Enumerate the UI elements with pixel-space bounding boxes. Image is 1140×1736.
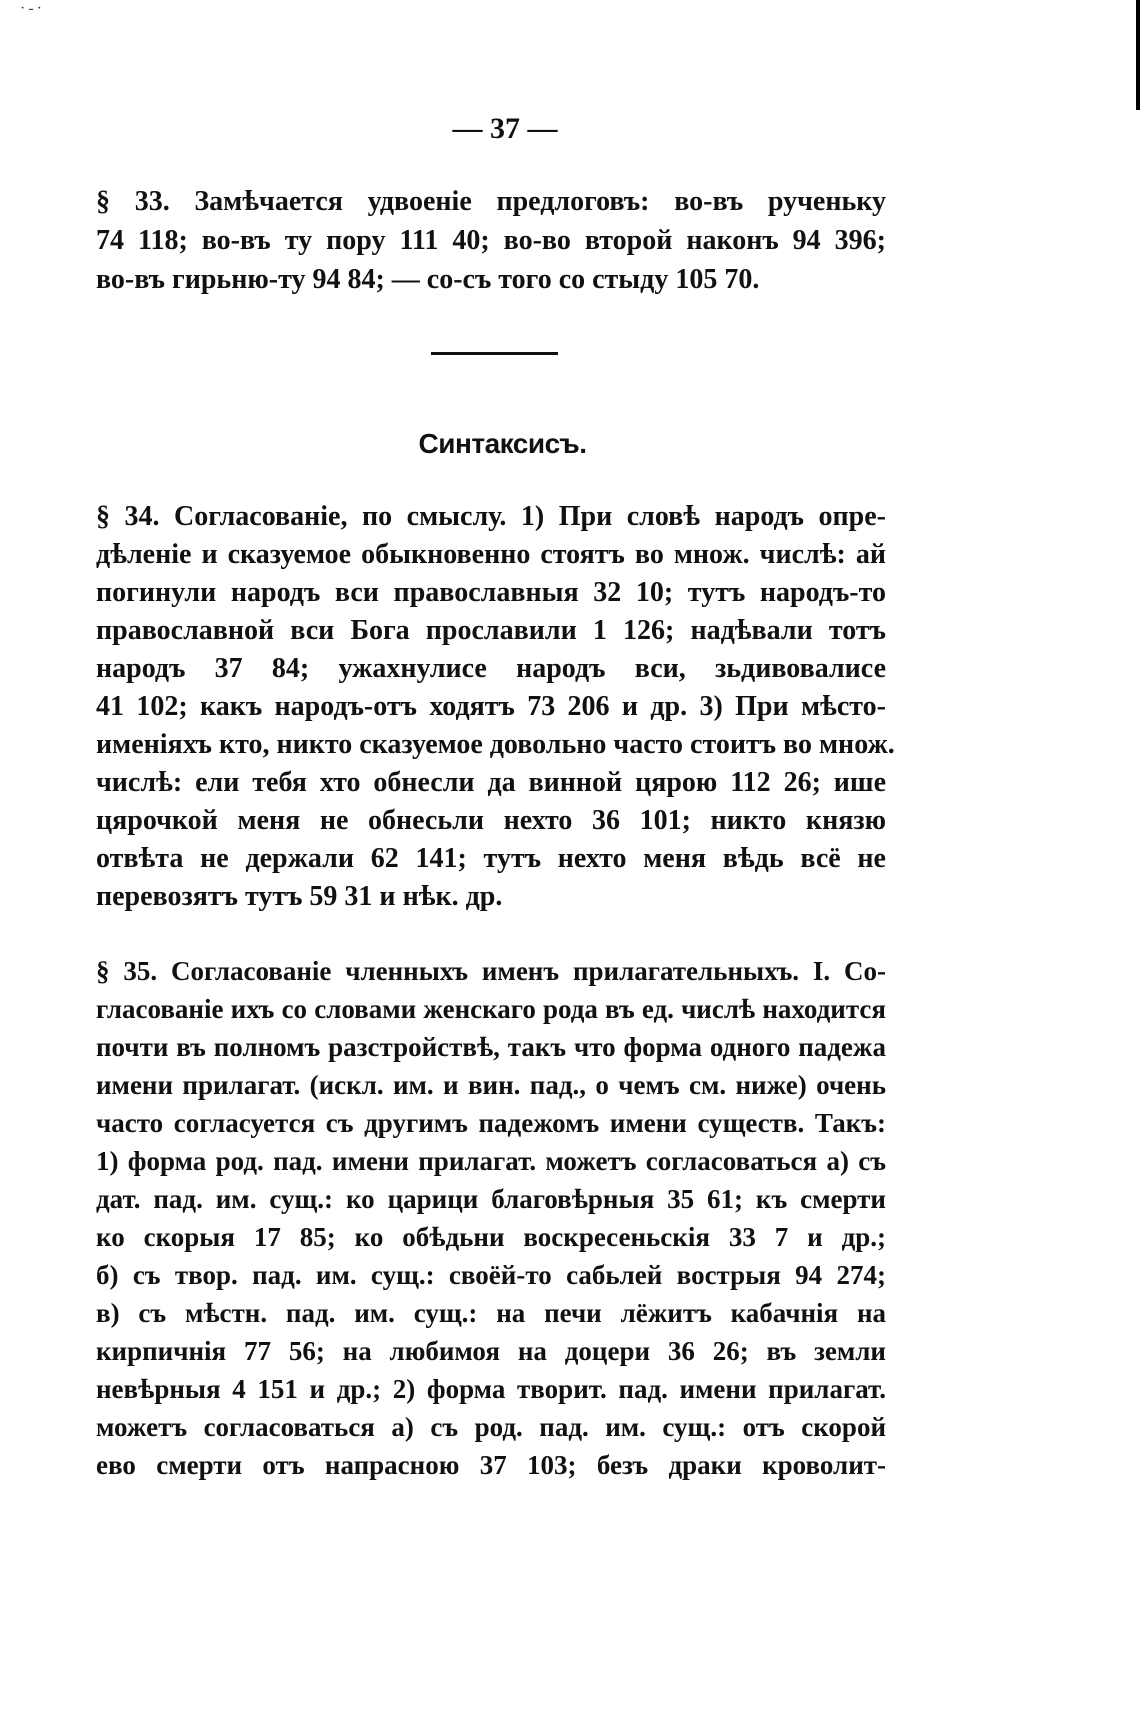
section-divider-rule [431,352,558,355]
corner-mark: ·-· [20,0,45,17]
section-heading: Синтаксисъ. [418,428,587,459]
paragraph-line: имени прилагат. (искл. им. и вин. пад., о чемъ см. ниже) очень [96,1070,886,1100]
paragraph-line: дѣленіе и сказуемое обыкновенно стоятъ во множ. числѣ: ай [96,539,886,570]
paragraph-line: гласованіе ихъ со словами женскаго рода въ ед. числѣ находится [96,994,886,1024]
paragraph-line: народъ 37 84; ужахнулисе народъ вси, зьдивовалисе [96,653,886,684]
paragraph-line: ево смерти отъ напрасною 37 103; безъ драки кроволит- [96,1450,886,1480]
paragraph-line: цярочкой меня не обнесьли нехто 36 101; никто князю [96,805,886,836]
section-33-paragraph [96,182,886,299]
paragraph-line: ко скорыя 17 85; ко обѣдьни воскресеньскія 33 7 и др.; [96,1222,886,1252]
paragraph-line: дат. пад. им. сущ.: ко царици благовѣрныя 35 61; къ смерти [96,1184,886,1214]
paragraph-line: часто согласуется съ другимъ падежомъ имени существ. Такъ: [96,1108,886,1138]
paragraph-line: можетъ согласоваться а) съ род. пад. им. сущ.: отъ скорой [96,1412,886,1442]
paragraph-line: православной вси Бога прославили 1 126; надѣвали тотъ [96,615,886,646]
paragraph-line: числѣ: ели тебя хто обнесли да винной цярою 112 26; ише [96,767,886,798]
paragraph-line: погинули народъ вси православныя 32 10; тутъ народъ-то [96,577,886,608]
paragraph-line: кирпичнія 77 56; на любимоя на доцери 36 26; въ земли [96,1336,886,1366]
paragraph-line: § 34. Согласованіе, по смыслу. 1) При словѣ народъ опре- [96,501,886,532]
paragraph-line: именіяхъ кто, никто сказуемое довольно часто стоитъ во множ. [96,729,895,760]
paragraph-line: невѣрныя 4 151 и др.; 2) форма творит. пад. имени прилагат. [96,1374,886,1404]
section-35-paragraph [96,952,886,1484]
paragraph-line: 74 118; во-въ ту пору 111 40; во-во второй наконъ 94 396; [96,225,886,256]
paragraph-line: б) съ твор. пад. им. сущ.: своёй-то сабьлей вострыя 94 274; [96,1260,886,1290]
paragraph-line: § 35. Согласованіе членныхъ именъ прилагательныхъ. I. Со- [96,956,886,986]
paragraph-line: 41 102; какъ народъ-отъ ходятъ 73 206 и др. 3) При мѣсто- [96,691,886,722]
section-34-paragraph [96,498,895,916]
paragraph-line: во-въ гирьню-ту 94 84; — со-съ того со стыду 105 70. [96,264,760,295]
page-edge-shadow [1136,0,1140,110]
paragraph-line: § 33. Замѣчается удвоеніе предлоговъ: во-въ рученьку [96,186,886,217]
paragraph-line: отвѣта не держали 62 141; тутъ нехто меня вѣдь всё не [96,843,886,874]
paragraph-line: почти въ полномъ разстройствѣ, такъ что форма одного падежа [96,1032,886,1062]
paragraph-line: перевозятъ тутъ 59 31 и нѣк. др. [96,881,503,912]
paragraph-line: 1) форма род. пад. имени прилагат. можетъ согласоваться а) съ [96,1146,886,1176]
paragraph-line: в) съ мѣстн. пад. им. сущ.: на печи лёжитъ кабачнія на [96,1298,886,1328]
page-number: — 37 — [452,112,558,145]
